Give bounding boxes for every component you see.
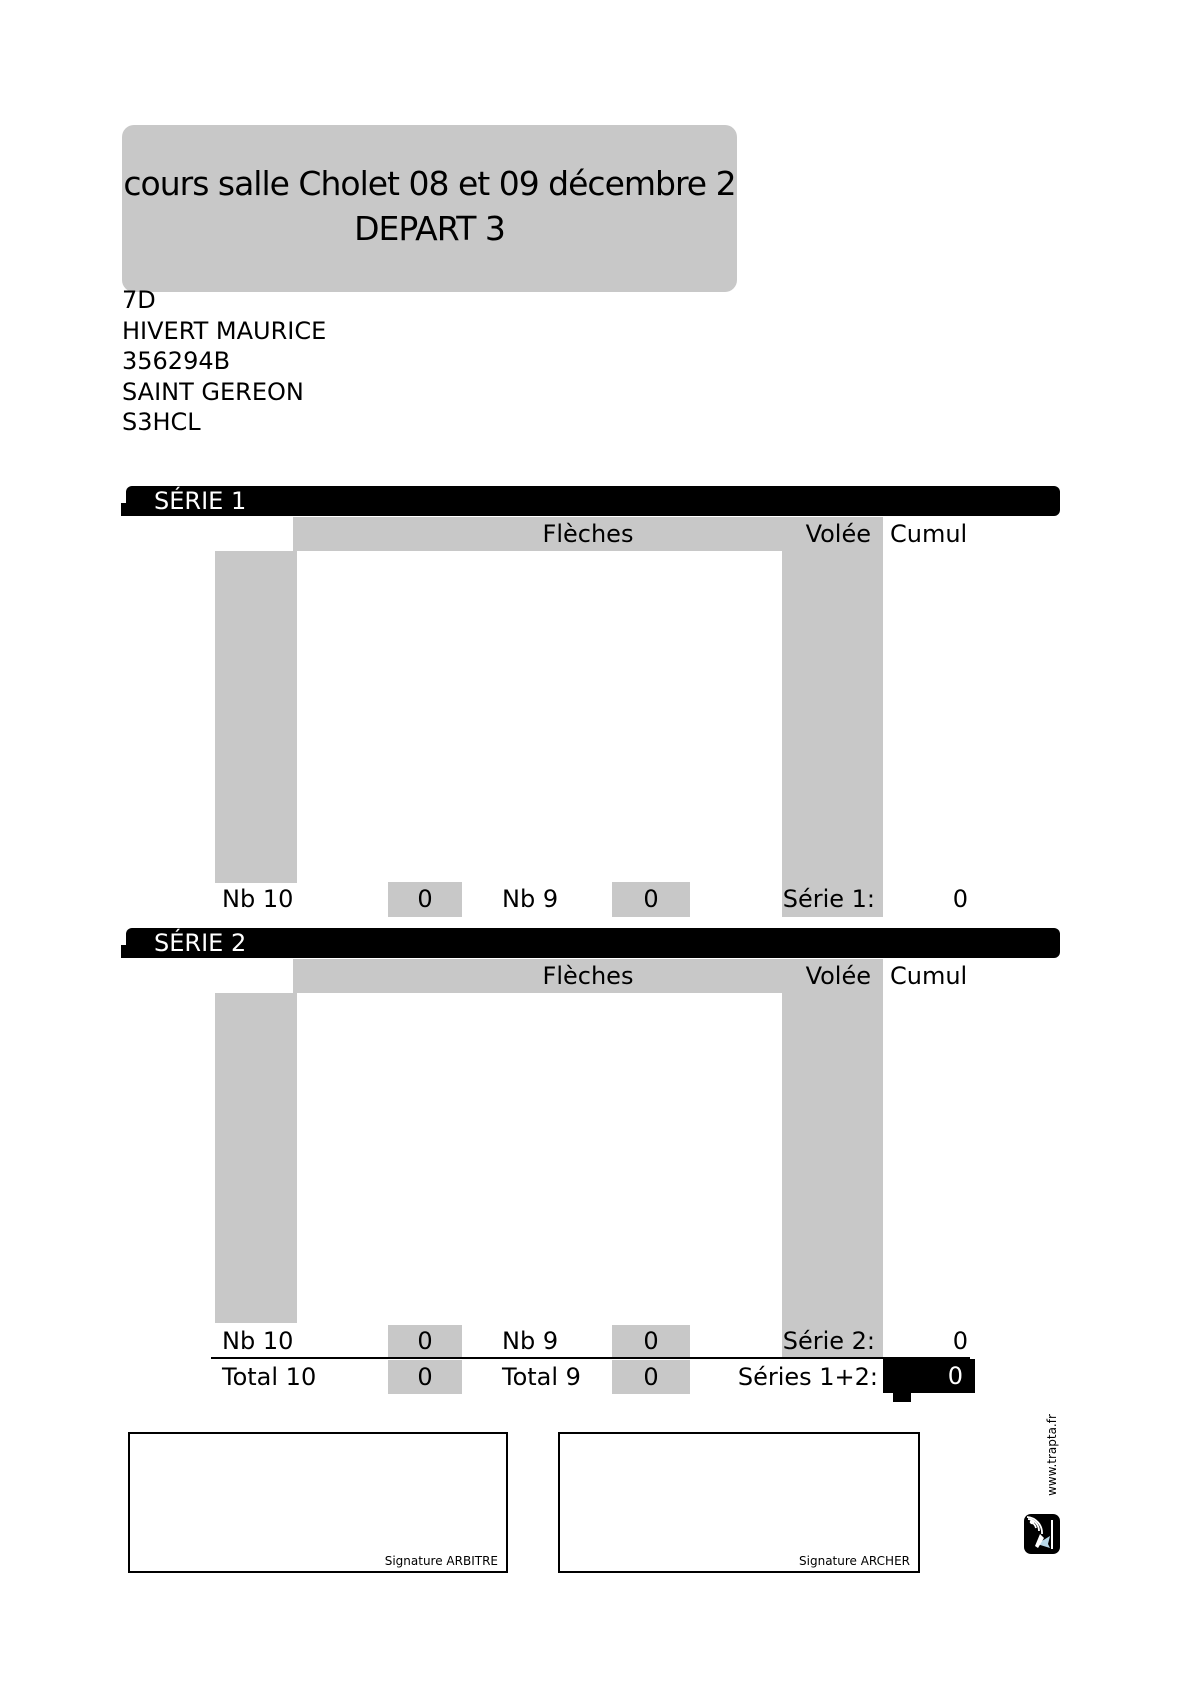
serie1-total-value: 0 <box>952 885 968 913</box>
category-code: S3HCL <box>122 408 201 436</box>
serie2-left-column <box>215 993 297 1323</box>
serie1-nb9-value: 0 <box>612 882 690 917</box>
depart-label: DEPART 3 <box>354 209 505 248</box>
archer-name: HIVERT MAURICE <box>122 316 327 345</box>
serie2-total-label: Série 2: <box>782 1327 875 1355</box>
serie2-fleches-header: Flèches <box>542 962 634 990</box>
serie2-volee-header: Volée <box>805 962 871 990</box>
licence-number: 356294B <box>122 347 231 375</box>
signature-box-archer <box>558 1432 920 1573</box>
serie2-header-bar <box>126 928 1060 958</box>
archer-info <box>122 285 326 438</box>
serie2-nb10-value: 0 <box>388 1325 462 1358</box>
signature-arbitre-label: Signature ARBITRE <box>384 1554 498 1568</box>
serie1-total-label: Série 1: <box>782 885 875 913</box>
totals-divider-line <box>211 1357 970 1359</box>
serie1-nb10-value: 0 <box>388 882 462 917</box>
signature-archer-label: Signature ARCHER <box>799 1554 910 1568</box>
serie2-cumul-header: Cumul <box>890 962 968 990</box>
serie2-nb9-value: 0 <box>612 1325 690 1358</box>
serie2-nb10-label: Nb 10 <box>222 1327 294 1355</box>
competition-title: cours salle Cholet 08 et 09 décembre 2 <box>123 164 736 203</box>
signature-box-arbitre <box>128 1432 508 1573</box>
score-sheet-page: cours salle Cholet 08 et 09 décembre 2 DEPART 3 7D HIVERT MAURICE 356294B SAINT GEREON S3HCL SÉRIE 1 Flèches Volée Cumul Nb 10 0 Nb 9 0 Série 1: 0 SÉRIE 2 Flèches Volée Cumul Nb 10 0 Nb 9 0 Série 2: 0 Total 10 0 Total 9 0 Séries 1+2: 0 Signature ARBITRE Signature ARCHER www.trapta.fr <box>0 0 1190 1684</box>
serie1-nb10-label: Nb 10 <box>222 885 294 913</box>
serie1-volee-column <box>782 551 883 917</box>
total10-value: 0 <box>388 1360 462 1394</box>
serie2-title: SÉRIE 2 <box>154 929 247 957</box>
target-number: 7D <box>122 286 156 314</box>
serie2-total-value: 0 <box>952 1327 968 1355</box>
trapta-logo-icon <box>1024 1514 1060 1554</box>
serie1-fleches-header: Flèches <box>542 520 634 548</box>
grand-total-shadow <box>893 1393 911 1402</box>
club-name: SAINT GEREON <box>122 377 304 406</box>
total9-value: 0 <box>612 1360 690 1394</box>
serie2-volee-column <box>782 993 883 1358</box>
serie1-cumul-header: Cumul <box>890 520 968 548</box>
grand-total-value: 0 <box>883 1359 975 1393</box>
serie1-left-column <box>215 551 297 883</box>
serie1-title: SÉRIE 1 <box>154 487 247 515</box>
grand-total-label: Séries 1+2: <box>737 1363 878 1391</box>
total9-label: Total 9 <box>502 1363 581 1391</box>
serie2-nb9-label: Nb 9 <box>502 1327 559 1355</box>
serie1-volee-header: Volée <box>805 520 871 548</box>
serie1-nb9-label: Nb 9 <box>502 885 559 913</box>
serie1-header-bar <box>126 486 1060 516</box>
title-box <box>122 125 737 292</box>
total10-label: Total 10 <box>222 1363 317 1391</box>
